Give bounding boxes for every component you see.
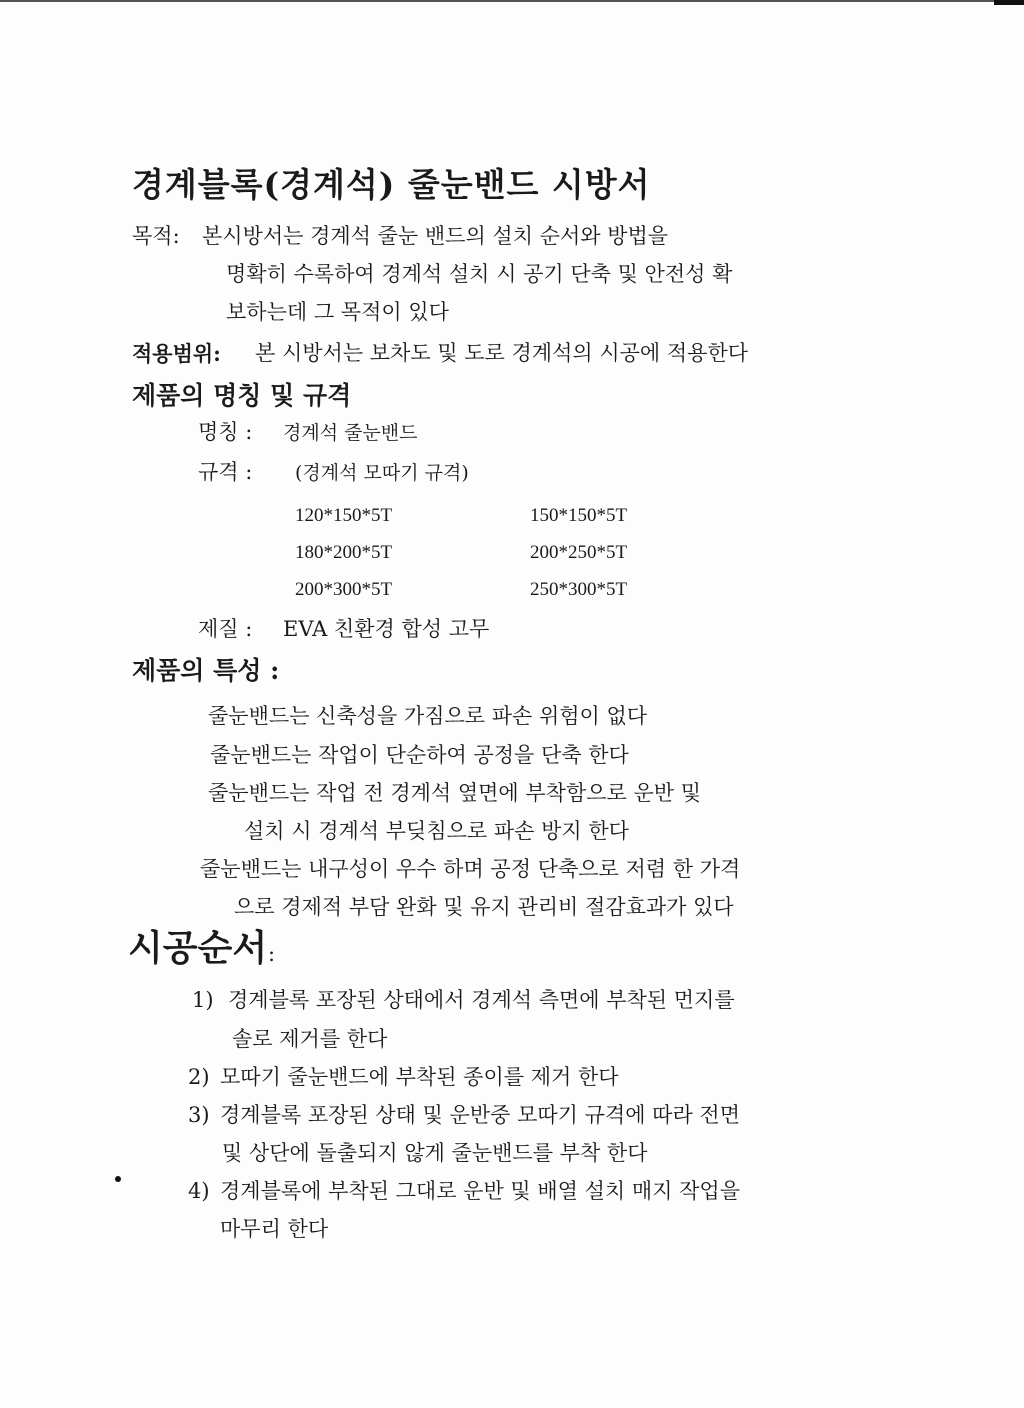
- step-text: 경계블록 포장된 상태 및 운반중 모따기 규격에 따라 전면: [220, 1103, 740, 1127]
- step-number: 1): [192, 988, 214, 1012]
- step-number: 4): [188, 1179, 210, 1203]
- step-number: 2): [188, 1065, 210, 1089]
- step-text: 및 상단에 돌출되지 않게 줄눈밴드를 부착 한다: [222, 1141, 648, 1165]
- name-value: 경계석 줄눈밴드: [283, 422, 418, 444]
- step-text: 경계블록에 부착된 그대로 운반 및 배열 설치 매지 작업을: [220, 1179, 740, 1203]
- spec-note: (경계석 모따기 규격): [295, 462, 469, 484]
- step-text: 솔로 제거를 한다: [232, 1027, 388, 1051]
- step-text: 경계블록 포장된 상태에서 경계석 측면에 부착된 먼지를: [228, 988, 735, 1012]
- spec-item: 180*200*5T: [295, 542, 393, 563]
- feature-line: 줄눈밴드는 신축성을 가짐으로 파손 위험이 없다: [208, 704, 648, 728]
- scan-top-edge: [0, 0, 1024, 2]
- procedure-colon: :: [268, 942, 276, 966]
- step-text: 마무리 한다: [220, 1217, 329, 1241]
- purpose-line: 본시방서는 경계석 줄눈 밴드의 설치 순서와 방법을: [202, 224, 669, 248]
- step-text: 모따기 줄눈밴드에 부착된 종이를 제거 한다: [220, 1065, 619, 1089]
- step-number: 3): [188, 1103, 210, 1127]
- procedure-heading: 시공순서: [128, 927, 268, 969]
- document-title: 경계블록(경계석) 줄눈밴드 시방서: [132, 165, 651, 204]
- purpose-label: 목적:: [132, 224, 180, 248]
- feature-line: 으로 경제적 부담 완화 및 유지 관리비 절감효과가 있다: [234, 895, 734, 919]
- spec-item: 120*150*5T: [295, 505, 393, 526]
- scan-corner-mark: [994, 0, 1024, 5]
- spec-label: 규격 :: [198, 460, 253, 484]
- product-heading: 제품의 명칭 및 규격: [132, 381, 352, 410]
- scope-text: 본 시방서는 보차도 및 도로 경계석의 시공에 적용한다: [255, 341, 749, 365]
- scope-label: 적용범위:: [132, 341, 221, 366]
- spec-item: 150*150*5T: [530, 505, 628, 526]
- feature-line: 줄눈밴드는 내구성이 우수 하며 공정 단축으로 저렴 한 가격: [200, 857, 741, 881]
- spec-item: 250*300*5T: [530, 579, 628, 600]
- name-label: 명칭 :: [198, 420, 253, 444]
- purpose-line: 보하는데 그 목적이 있다: [226, 300, 449, 324]
- spec-item: 200*250*5T: [530, 542, 628, 563]
- material-value: EVA 친환경 합성 고무: [283, 617, 490, 641]
- feature-line: 줄눈밴드는 작업 전 경계석 옆면에 부착함으로 운반 및: [208, 781, 702, 805]
- feature-line: 줄눈밴드는 작업이 단순하여 공정을 단축 한다: [210, 743, 629, 767]
- feature-line: 설치 시 경계석 부딪침으로 파손 방지 한다: [244, 819, 629, 843]
- features-heading: 제품의 특성 :: [132, 656, 280, 685]
- purpose-line: 명확히 수록하여 경계석 설치 시 공기 단축 및 안전성 확: [226, 262, 733, 286]
- spec-item: 200*300*5T: [295, 579, 393, 600]
- scan-ink-dot: [115, 1176, 121, 1182]
- material-label: 제질 :: [198, 617, 253, 641]
